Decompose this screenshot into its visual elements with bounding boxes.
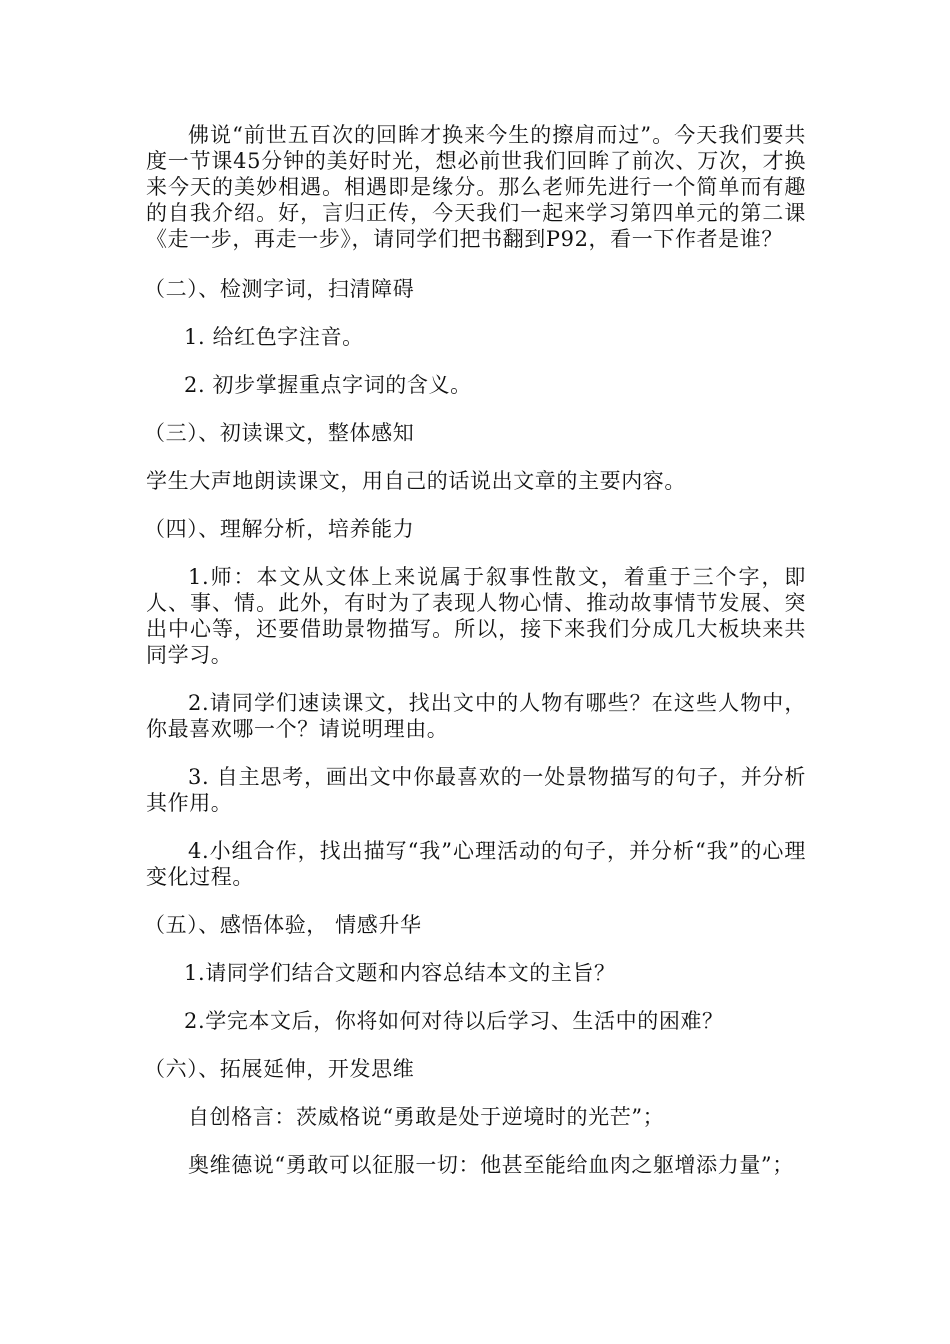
section3-body: 学生大声地朗读课文，用自己的话说出文章的主要内容。 (146, 469, 686, 493)
document-page (146, 122, 806, 1178)
section5-item-1: 1.请同学们结合文题和内容总结本文的主旨？ (184, 961, 616, 985)
section2-item-1: 1. 给红色字注音。 (184, 325, 364, 349)
section-heading-5: （五）、感悟体验， 情感升华 (144, 913, 422, 937)
section-heading-3: （三）、初读课文，整体感知 (144, 421, 415, 445)
section6-item-2: 奥维德说“勇敢可以征服一切：他甚至能给血肉之躯增添力量”； (188, 1153, 794, 1177)
section6-item-1: 自创格言：茨威格说“勇敢是处于逆境时的光芒”； (188, 1105, 665, 1129)
section4-item-3: 3. 自主思考，画出文中你最喜欢的一处景物描写的句子，并分析其作用。 (146, 765, 806, 815)
section4-item-1: 1.师：本文从文体上来说属于叙事性散文，着重于三个字，即人、事、情。此外，有时为了表现人物心情、推动故事情节发展、突出中心等，还要借助景物描写。所以，接下来我们分成几大板块来共同学习。 (146, 565, 806, 667)
section5-item-2: 2.学完本文后，你将如何对待以后学习、生活中的困难？ (184, 1009, 724, 1033)
section-heading-4: （四）、理解分析，培养能力 (144, 517, 415, 541)
section4-item-4: 4.小组合作，找出描写“我”心理活动的句子，并分析“我”的心理变化过程。 (146, 839, 806, 889)
section-heading-6: （六）、拓展延伸，开发思维 (144, 1057, 415, 1081)
intro-paragraph: 佛说“前世五百次的回眸才换来今生的擦肩而过”。今天我们要共度一节课45分钟的美好时光，想必前世我们回眸了前次、万次，才换来今天的美妙相遇。相遇即是缘分。那么老师先进行一个简单而有趣的自我介绍。好，言归正传，今天我们一起来学习第四单元的第二课《走一步，再走一步》，请同学们把书翻到P92，看一下作者是谁？ (146, 123, 806, 251)
section4-item-2: 2.请同学们速读课文，找出文中的人物有哪些？在这些人物中，你最喜欢哪一个？请说明理由。 (146, 691, 806, 741)
section-heading-2: （二）、检测字词，扫清障碍 (144, 277, 415, 301)
section2-item-2: 2. 初步掌握重点字词的含义。 (184, 373, 472, 397)
